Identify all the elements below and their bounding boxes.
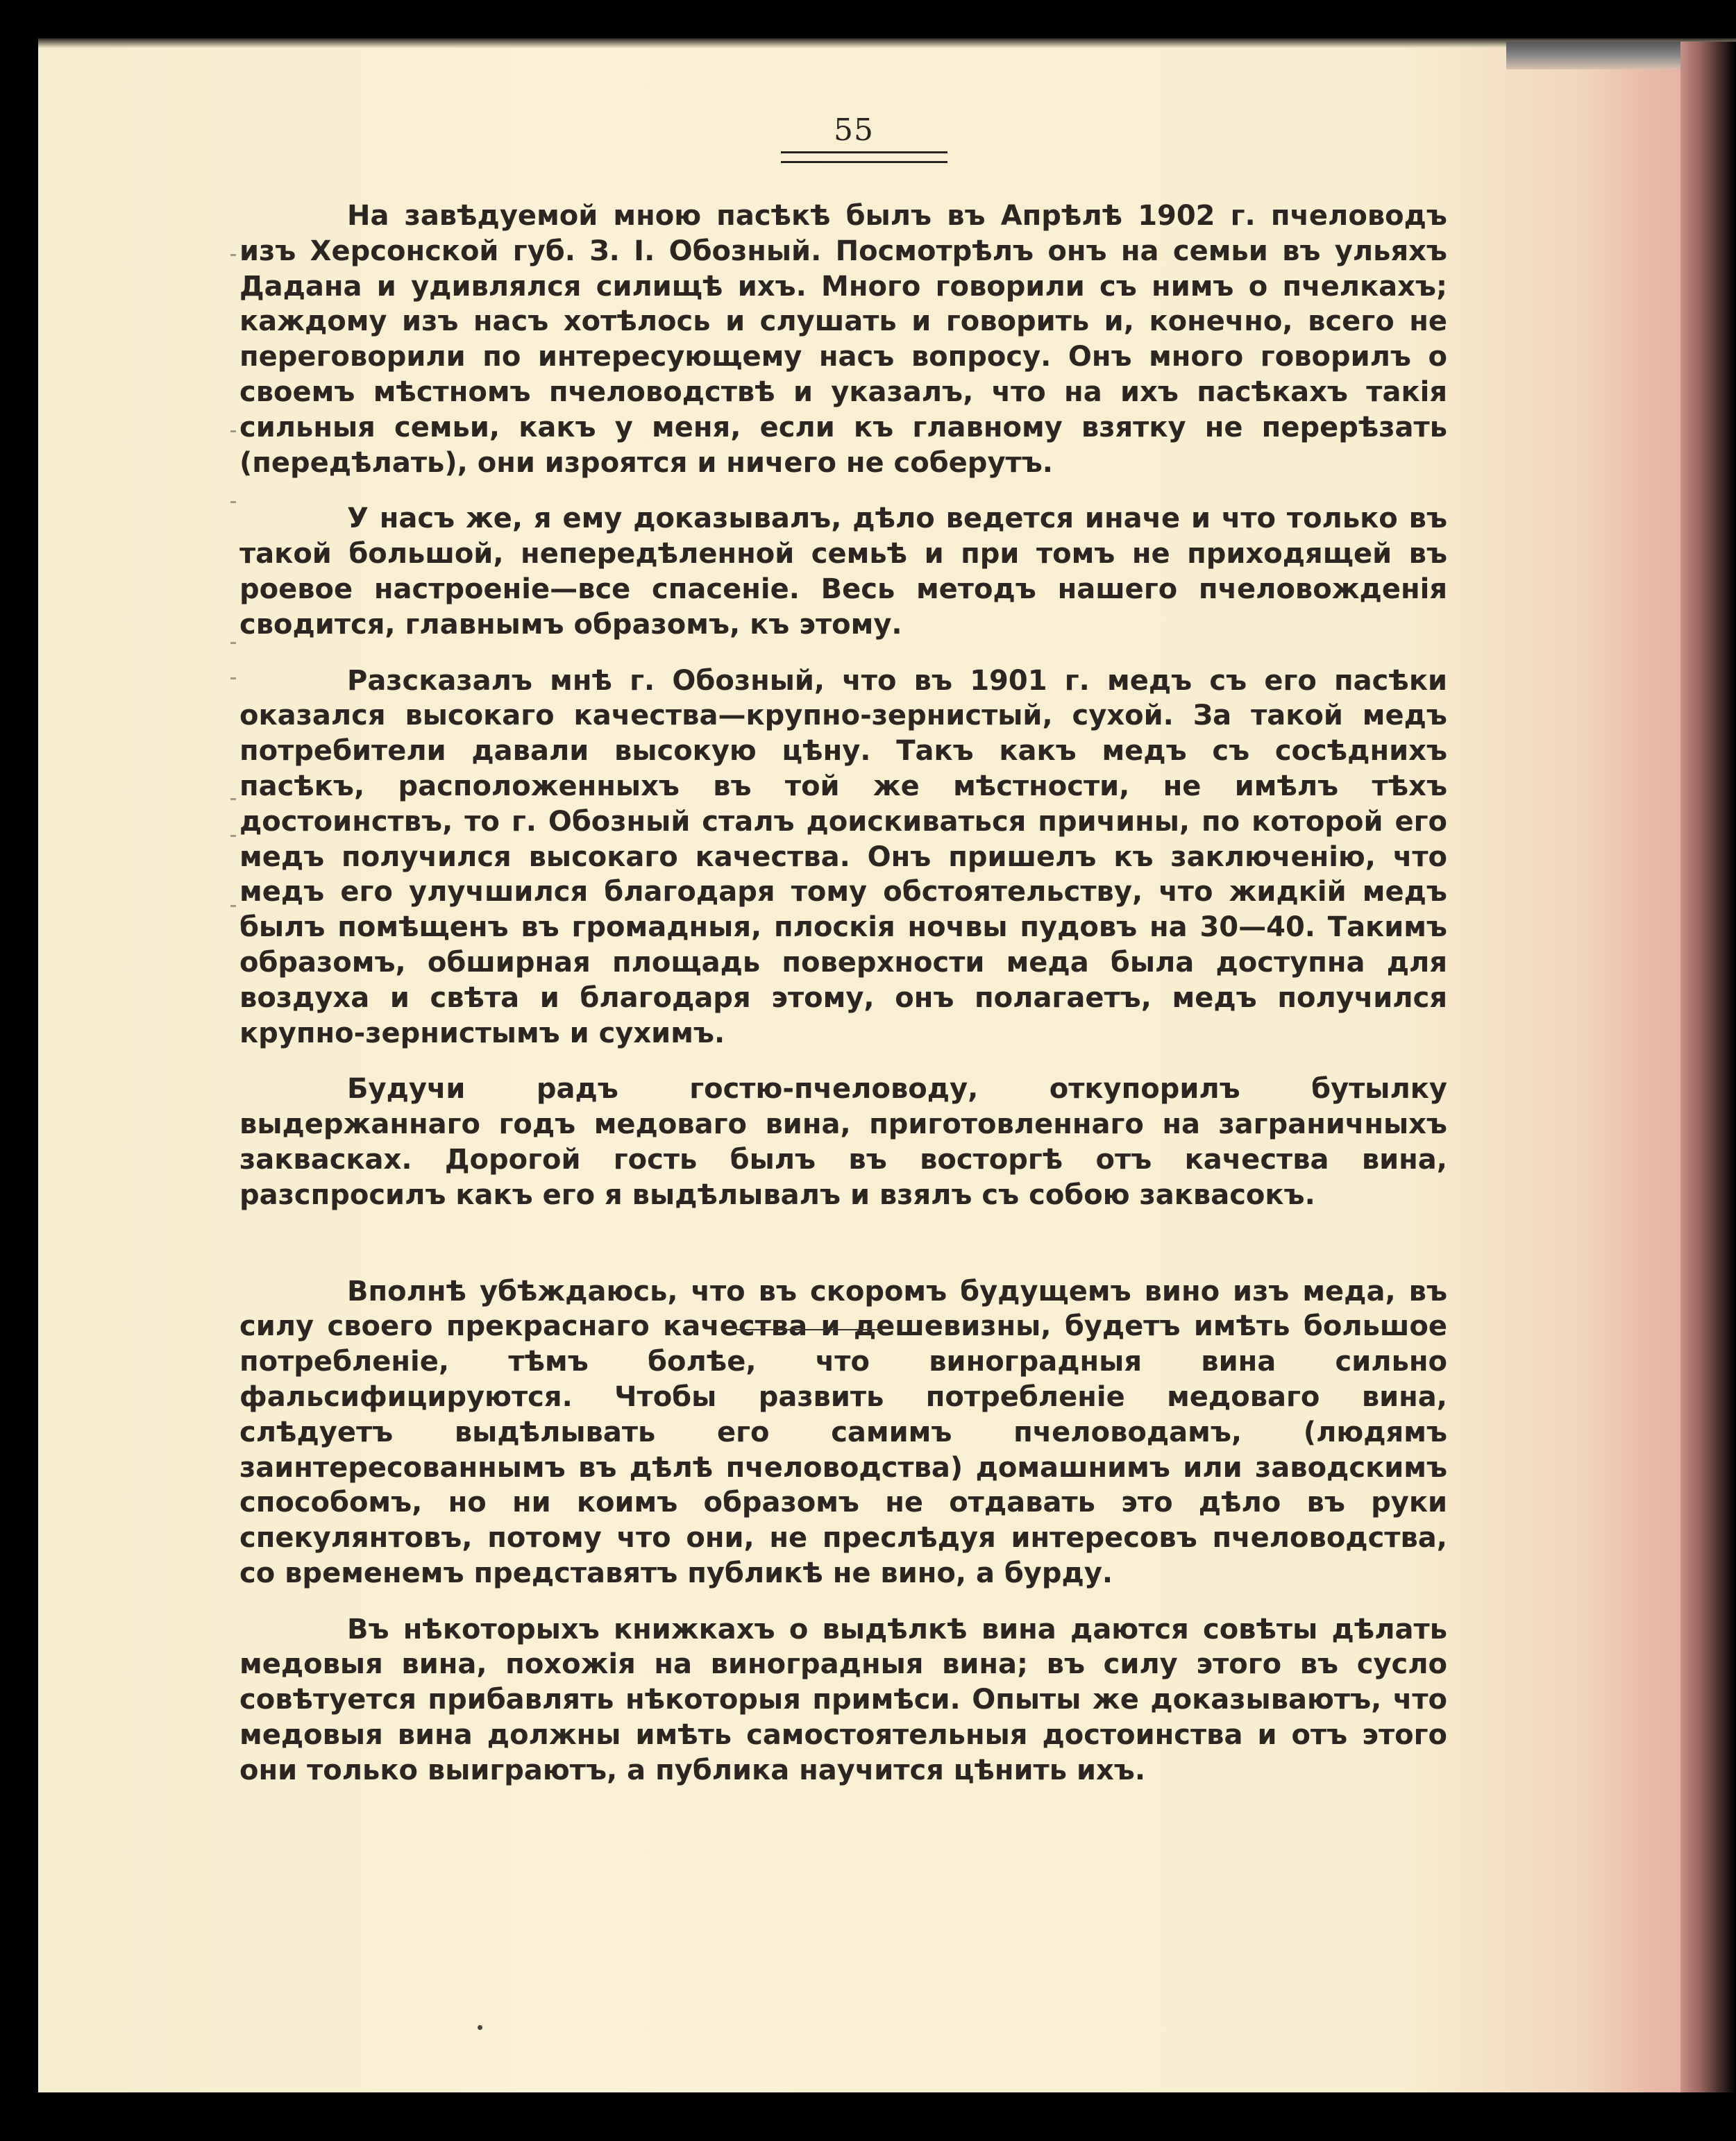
- margin-mark: [230, 677, 236, 679]
- section-divider-rule: [736, 1329, 882, 1330]
- margin-mark: [230, 905, 236, 907]
- paragraph-3: Разсказалъ мнѣ г. Обозный, что въ 1901 г. медъ съ его пасѣки оказался высокаго качества—крупно-зернистый, сухой. За такой медъ потребители давали высокую цѣну. Такъ какъ медъ съ сосѣднихъ пасѣкъ, расположенныхъ въ той же мѣстности, не имѣлъ тѣхъ достоинствъ, то г. Обозный сталъ доискиваться причины, по которой его медъ получился высокаго качества. Онъ пришелъ къ заключенію, что медъ его улучшился благодаря тому обстоятельству, что жидкій медъ былъ помѣщенъ въ громадныя, плоскія ночвы пудовъ на 30—40. Такимъ образомъ, обширная площадь поверхности меда была доступна для воздуха и свѣта и благодаря этому, онъ полагаетъ, медъ получился крупно-зернистымъ и сухимъ.: [239, 664, 1447, 1049]
- stray-dot: [478, 2025, 482, 2030]
- margin-mark: [230, 254, 236, 256]
- margin-mark: [230, 430, 236, 432]
- margin-mark: [230, 642, 236, 644]
- margin-mark: [230, 501, 236, 503]
- top-page-edge: [38, 38, 1736, 48]
- book-binding-gutter: [1680, 42, 1736, 2092]
- paragraph-5: Вполнѣ убѣждаюсь, что въ скоромъ будущемъ вино изъ меда, въ силу своего прекраснаго качества и дешевизны, будетъ имѣть большое потребленіе, тѣмъ болѣе, что виноградныя вина сильно фальсифицируются. Чтобы развить потребленіе медоваго вина, слѣдуетъ выдѣлывать его самимъ пчеловодамъ, (людямъ заинтересованнымъ въ дѣлѣ пчеловодства) домашнимъ или заводскимъ способомъ, но ни коимъ образомъ не отдавать это дѣло въ руки спекулянтовъ, потому что они, не преслѣдуя интересовъ пчеловодства, со временемъ представятъ публикѣ не вино, а бурду.: [239, 1275, 1447, 1589]
- body-text: [239, 198, 1447, 1788]
- paragraph-1: На завѣдуемой мною пасѣкѣ былъ въ Апрѣлѣ 1902 г. пчеловодъ изъ Херсонской губ. З. I. Обозный. Посмотрѣлъ онъ на семьи въ ульяхъ Дадана и удивлялся силищѣ ихъ. Много говорили съ нимъ о пчелкахъ; каждому изъ насъ хотѣлось и слушать и говорить и, конечно, всего не переговорили по интересующему насъ вопросу. Онъ много говорилъ о своемъ мѣстномъ пчеловодствѣ и указалъ, что на ихъ пасѣкахъ такія сильныя семьи, какъ у меня, если къ главному взятку не перерѣзать (передѣлать), они изроятся и ничего не соберутъ.: [239, 200, 1447, 479]
- margin-mark: [230, 798, 236, 800]
- margin-mark: [230, 835, 236, 837]
- paragraph-4: Будучи радъ гостю-пчеловоду, откупорилъ бутылку выдержаннаго годъ медоваго вина, приготовленнаго на заграничныхъ заквасках. Дорогой гость былъ въ восторгѣ отъ качества вина, разспросилъ какъ его я выдѣлывалъ и взялъ съ собою заквасокъ.: [239, 1073, 1447, 1211]
- paragraph-6: Въ нѣкоторыхъ книжкахъ о выдѣлкѣ вина даются совѣты дѣлать медовыя вина, похожія на виноградныя вина; въ силу этого въ сусло совѣтуется прибавлять нѣкоторыя примѣси. Опыты же доказываютъ, что медовыя вина должны имѣть самостоятельныя достоинства и отъ этого они только выиграютъ, а публика научится цѣнить ихъ.: [239, 1613, 1447, 1786]
- page-number-double-rule: [781, 151, 947, 163]
- paragraph-2: У насъ же, я ему доказывалъ, дѣло ведется иначе и что только въ такой большой, непередѣленной семьѣ и при томъ не приходящей въ роевое настроеніе—все спасеніе. Весь методъ нашего пчеловожденія сводится, главнымъ образомъ, къ этому.: [239, 502, 1447, 641]
- page-number: 55: [834, 112, 874, 148]
